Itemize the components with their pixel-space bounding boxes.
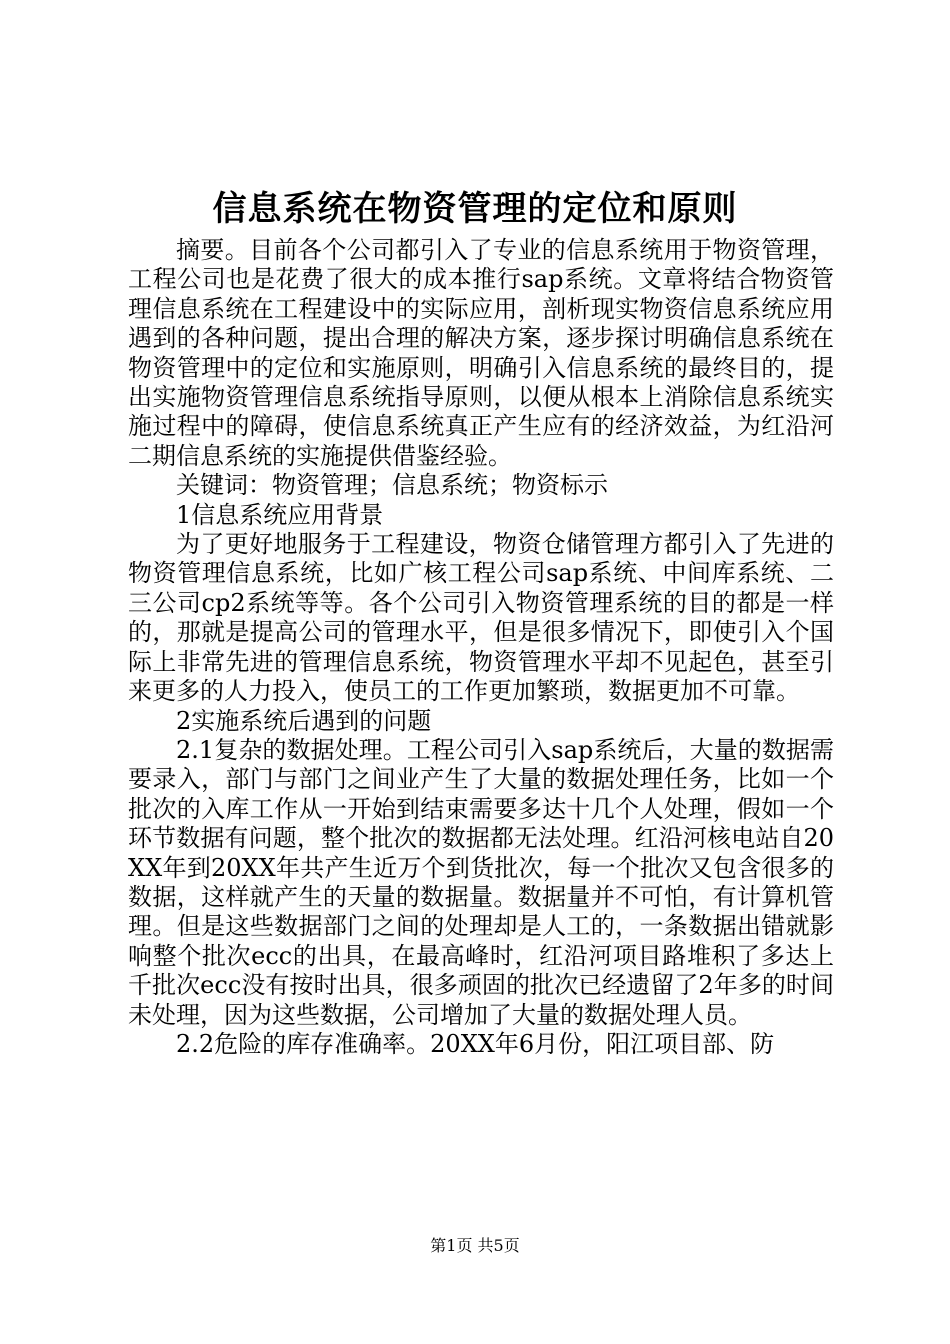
section-heading-2: 2实施系统后遇到的问题 bbox=[176, 706, 432, 735]
data-processing-paragraph: 2.1复杂的数据处理。工程公司引入sap系统后，大量的数据需要录入，部门与部门之间业产生了大量的数据处理任务，比如一个批次的入库工作从一开始到结束需要多达十几个人处理，假如一个环节数据有问题，整个批次的数据都无法处理。红沿河核电站自20XX年到20XX年共产生近万个到货批次，每一个批次又包含很多的数据，这样就产生的天量的数据量。数据量并不可怕，有计算机管理。但是这些数据部门之间的处理却是人工的，一条数据出错就影响整个批次ecc的出具，在最高峰时，红沿河项目路堆积了多达上千批次ecc没有按时出具，很多顽固的批次已经遗留了2年多的时间未处理，因为这些数据，公司增加了大量的数据处理人员。 bbox=[128, 735, 834, 1029]
inventory-accuracy-paragraph: 2.2危险的库存准确率。20XX年6月份，阳江项目部、防 bbox=[176, 1029, 775, 1058]
section-heading-1: 1信息系统应用背景 bbox=[176, 500, 384, 529]
document-body bbox=[128, 236, 834, 1059]
background-paragraph: 为了更好地服务于工程建设，物资仓储管理方都引入了先进的物资管理信息系统，比如广核工程公司sap系统、中间库系统、二三公司cp2系统等等。各个公司引入物资管理系统的目的都是一样的，那就是提高公司的管理水平，但是很多情况下，即使引入个国际上非常先进的管理信息系统，物资管理水平却不见起色，甚至引来更多的人力投入，使员工的工作更加繁琐，数据更加不可靠。 bbox=[128, 530, 834, 706]
page-number-footer: 第1页 共5页 bbox=[430, 1236, 520, 1255]
document-title: 信息系统在物资管理的定位和原则 bbox=[212, 189, 738, 229]
abstract-paragraph: 摘要。目前各个公司都引入了专业的信息系统用于物资管理，工程公司也是花费了很大的成本推行sap系统。文章将结合物资管理信息系统在工程建设中的实际应用，剖析现实物资信息系统应用遇到的各种问题，提出合理的解决方案，逐步探讨明确信息系统在物资管理中的定位和实施原则，明确引入信息系统的最终目的，提出实施物资管理信息系统指导原则，以便从根本上消除信息系统实施过程中的障碍，使信息系统真正产生应有的经济效益，为红沿河二期信息系统的实施提供借鉴经验。 bbox=[128, 236, 834, 470]
keywords-paragraph: 关键词：物资管理；信息系统；物资标示 bbox=[176, 471, 608, 500]
